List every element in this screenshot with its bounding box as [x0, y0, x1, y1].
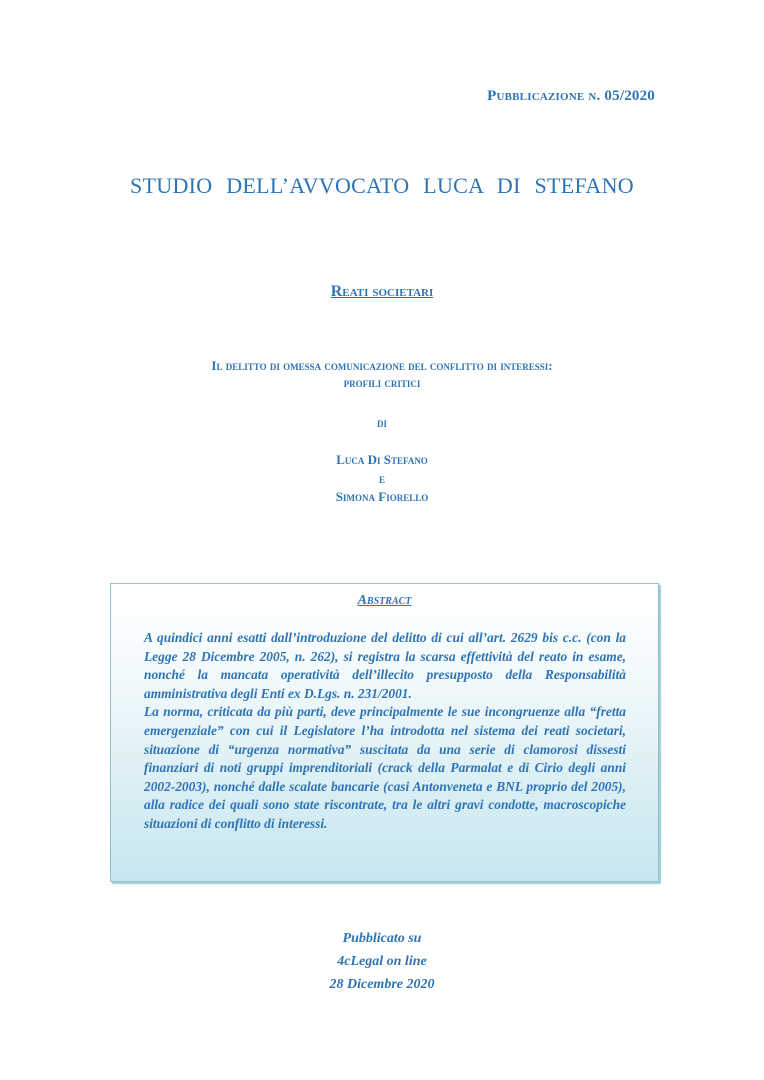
- abstract-heading: Abstract: [357, 593, 412, 608]
- author-1: Luca Di Stefano: [336, 452, 428, 467]
- by-label: di: [376, 415, 387, 430]
- article-title-line-1: Il delitto di omessa comunicazione del conflitto di interessi:: [211, 358, 553, 373]
- and-label: e: [378, 471, 385, 486]
- footer-line-2: 4cLegal on line: [337, 954, 427, 969]
- article-title: [0, 357, 764, 391]
- footer-line-3: 28 Dicembre 2020: [329, 977, 435, 992]
- section-title: Reati societari: [330, 283, 434, 300]
- footer-line-1: Pubblicato su: [342, 931, 422, 946]
- publication-footer: [0, 927, 764, 996]
- abstract-paragraph-2: La norma, criticata da più parti, deve principalmente le sue incongruenze alla “fretta emergenziale” con cui il Legislatore l’ha introdotta nel sistema dei reati societari, situazione di “urgenza normativa” suscitata da una serie di clamorosi dissesti finanziari di noti gruppi imprenditoriali (crack della Parmalat e di Cirio degli anni 2002-2003), nonché dalle scalate bancarie (casi Antonveneta e BNL proprio del 2005), alla radice dei quali sono state riscontrate, tra le altri gravi condotte, macroscopiche situazioni di conflitto di interessi.: [144, 704, 626, 831]
- article-title-line-2: profili critici: [343, 375, 421, 390]
- abstract-box: [110, 583, 659, 882]
- author-2: Simona Fiorello: [335, 489, 429, 504]
- publication-number: Pubblicazione n. 05/2020: [487, 88, 655, 104]
- studio-name: STUDIO DELL’AVVOCATO LUCA DI STEFANO: [129, 173, 634, 198]
- abstract-paragraph-1: A quindici anni esatti dall’introduzione del delitto di cui all’art. 2629 bis c.c. (con la Legge 28 Dicembre 2005, n. 262), si registra la scarsa effettività del reato in esame, nonché la mancata operatività dell’illecito presupposto della Responsabilità amministrativa degli Enti ex D.Lgs. n. 231/2001.: [144, 630, 626, 701]
- abstract-text: [144, 629, 626, 834]
